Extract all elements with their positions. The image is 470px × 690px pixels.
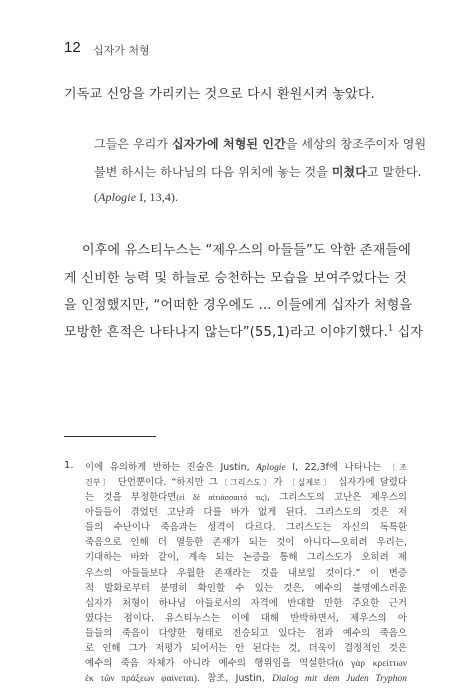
footnote-work-aplogie: Aplogie [256,463,286,473]
footnote-line-13: 로 인해 그가 저평가 되어서는 안 된다는 것, 더욱이 결정적인 것은 [85,643,407,654]
footnote-line-10: 십자가 처형이 하나님 아들로서의 자격에 반대할 만한 주요한 근거 [85,598,407,609]
paragraph-line-1: 이후에 유스티누스는 “제우스의 아들들”도 악한 존재들에 [82,243,411,258]
footnote-line-8: 우스의 아들들보다 우월한 존재라는 것을 내보일 것이다.” 이 변증 [85,568,407,579]
paragraph-line-4: 모방한 흔적은 나타나지 않는다”(55,1)라고 이야기했다.$^1$ 십자 [64,323,424,340]
footnote-line-7: 기대하는 바와 같이, 계속 되는 논증을 통해 그리스도가 오히려 제 [85,552,407,563]
footnote-line-5: 들의 수난이나 죽음과는 성격이 다르다. 그리스도는 자신의 독특한 [85,522,407,533]
footnote-ref[interactable]: 1 [388,323,394,333]
footnote-line-14: 예수의 죽음 자체가 아니라 예수의 행위임을 역설한다(ὁ γὰρ κρείττων [85,658,407,669]
page-header [64,39,424,59]
footnote-line-9: 적 발화로부터 분명히 확인할 수 있는 것은, 예수의 불명예스러운 [85,583,407,594]
quote-citation: (Aplogie I, 13,4). [94,190,179,204]
footnote-line-3: 는 것을 부정한다면(εἰ δὲ αἰτιάσσαιτό τις), 그리스도의 고난은 제우스의 [85,492,407,503]
quote-emphasis-crucified-man: 십자가에 처형된 인간 [171,137,286,151]
page-number: 12 [64,39,81,56]
footnote-line-12: 들들의 죽음이 다양한 형태로 전승되고 있다는 점과 예수의 죽음으 [85,628,407,639]
quote-line-2: 불변 하시는 하나님의 다음 위치에 놓는 것을 미쳤다고 말한다. [94,165,422,179]
opening-line: 기독교 신앙을 가리키는 것으로 다시 환원시켜 놓았다. [64,87,376,102]
greek-phrase: (εἰ δὲ αἰτιάσσαιτό τις) [176,493,267,502]
paragraph-line-3: 을 인정했지만, “어떠한 경우에도 … 이들에게 십자가 처형을 [64,298,413,313]
footnote-divider [64,436,156,437]
footnote-line-11: 였다는 점이다. 유스티누스는 이에 대해 반박하면서, 제우스의 아 [85,613,407,624]
footnote-line-2: 건부〕 단언뿐이다. “하지만 그〔그리스도〕가 〔실제로〕 십자가에 달렸다 [85,477,408,488]
footnote-line-1: 이에 유의하게 반하는 진술은 Justin, Aplogie I, 22,3f에 나타나는 〔조 [85,462,407,473]
quote-citation-work: Aplogie [98,190,137,204]
quote-emphasis-mad: 미쳤다 [331,165,367,179]
footnote-line-6: 죽음으로 인해 더 열등한 존재가 되는 것이 아니다—오히려 우리는, [85,537,407,548]
footnote-line-15: ἐκ τῶν πράξεων φαίνεται). 참조, Justin, Dialog mit dem Juden Tryphon [85,673,407,684]
running-title: 십자가 처형 [93,44,150,57]
footnote-line-4: 아들들이 겪었던 고난과 다를 바가 없게 된다. 그리스도의 것은 저 [85,507,407,518]
footnote-number: 1. [64,460,74,471]
paragraph-line-2: 게 신비한 능력 및 하늘로 승천하는 모습을 보여주었다는 것 [64,271,407,286]
quote-line-1: 그들은 우리가 십자가에 처형된 인간을 세상의 창조주이자 영원 [94,137,427,151]
